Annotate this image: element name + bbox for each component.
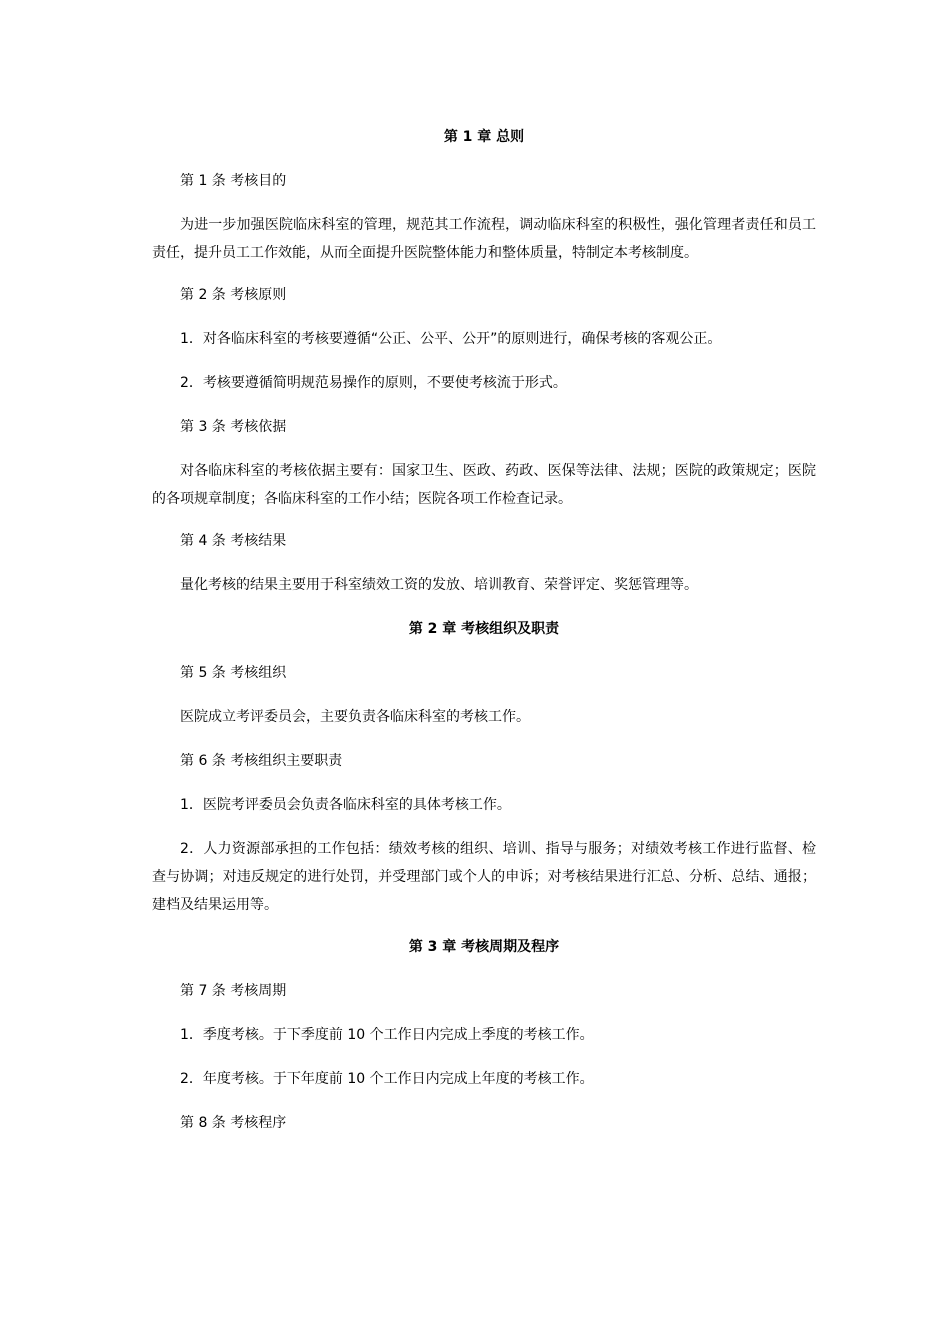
article-7-item-1: 1．季度考核。于下季度前 10 个工作日内完成上季度的考核工作。 (180, 1027, 594, 1043)
article-6-item-1: 1．医院考评委员会负责各临床科室的具体考核工作。 (180, 797, 511, 813)
article-3-heading: 第 3 条 考核依据 (180, 419, 287, 435)
article-3-paragraph: 对各临床科室的考核依据主要有：国家卫生、医政、药政、医保等法律、法规；医院的政策规定；医院的各项规章制度；各临床科室的工作小结；医院各项工作检查记录。 (152, 463, 816, 507)
article-6-item-2: 2．人力资源部承担的工作包括：绩效考核的组织、培训、指导与服务；对绩效考核工作进行监督、检查与协调；对违反规定的进行处罚，并受理部门或个人的申诉；对考核结果进行汇总、分析、总结、通报；建档及结果运用等。 (152, 841, 816, 913)
article-8-heading: 第 8 条 考核程序 (180, 1115, 287, 1131)
article-7-heading: 第 7 条 考核周期 (180, 983, 287, 999)
document-body (152, 125, 816, 1155)
article-5-paragraph: 医院成立考评委员会，主要负责各临床科室的考核工作。 (180, 709, 530, 725)
article-2-heading: 第 2 条 考核原则 (180, 287, 287, 303)
chapter-3-heading: 第 3 章 考核周期及程序 (408, 939, 560, 955)
article-1-paragraph: 为进一步加强医院临床科室的管理，规范其工作流程，调动临床科室的积极性，强化管理者责任和员工责任，提升员工工作效能，从而全面提升医院整体能力和整体质量，特制定本考核制度。 (152, 217, 816, 261)
article-6-heading: 第 6 条 考核组织主要职责 (180, 753, 343, 769)
article-1-heading: 第 1 条 考核目的 (180, 173, 287, 189)
chapter-2-heading: 第 2 章 考核组织及职责 (408, 621, 560, 637)
article-2-item-1: 1．对各临床科室的考核要遵循“公正、公平、公开”的原则进行，确保考核的客观公正。 (180, 331, 722, 347)
article-2-item-2: 2．考核要遵循简明规范易操作的原则，不要使考核流于形式。 (180, 375, 567, 391)
article-5-heading: 第 5 条 考核组织 (180, 665, 287, 681)
article-4-paragraph: 量化考核的结果主要用于科室绩效工资的发放、培训教育、荣誉评定、奖惩管理等。 (180, 577, 698, 593)
chapter-1-heading: 第 1 章 总则 (443, 129, 525, 145)
article-4-heading: 第 4 条 考核结果 (180, 533, 287, 549)
article-7-item-2: 2．年度考核。于下年度前 10 个工作日内完成上年度的考核工作。 (180, 1071, 594, 1087)
